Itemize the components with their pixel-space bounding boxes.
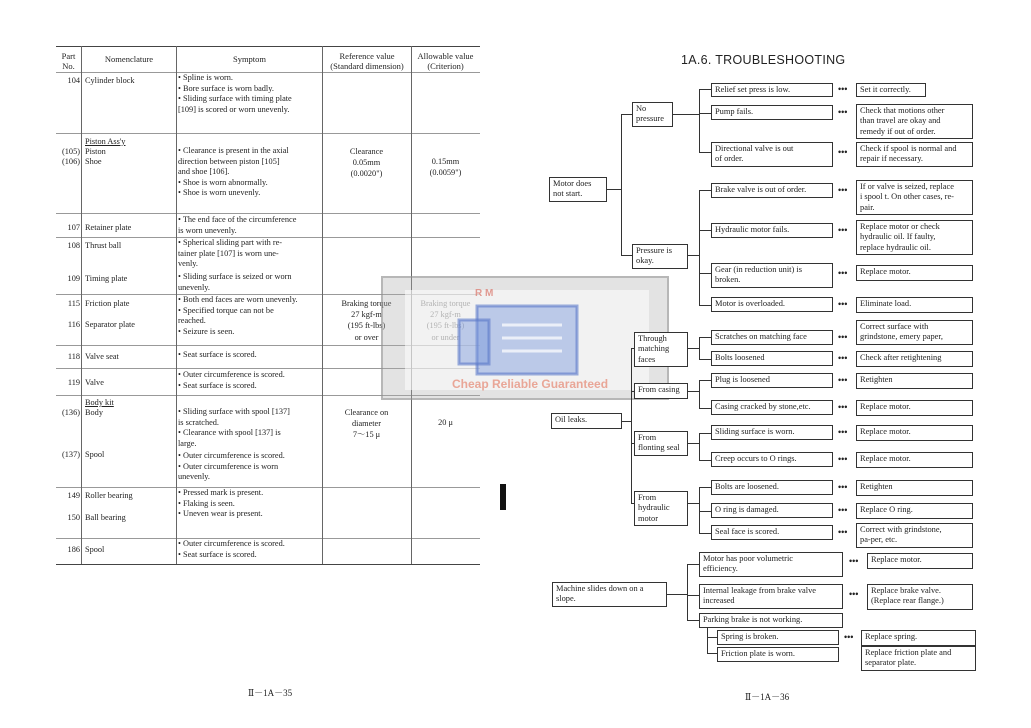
source-matching-faces: Through matching faces <box>634 332 688 367</box>
group-label: Body kit <box>85 398 114 407</box>
page-number-left: Ⅱ－1A－35 <box>248 688 293 698</box>
part-name: Friction plate <box>85 299 130 308</box>
symptom: • Outer circumference is scored. • Outer circumference is worn unevenly. <box>178 451 285 482</box>
dots: ••• <box>838 375 848 385</box>
dots: ••• <box>838 353 848 363</box>
dots: ••• <box>838 147 848 157</box>
remedy-set-correctly: Set it correctly. <box>856 83 926 97</box>
dots: ••• <box>838 332 848 342</box>
source-floating-seal: From flonting seal <box>634 431 688 456</box>
remedy-retighten: Retighten <box>856 480 973 496</box>
part-no: (105) <box>62 147 80 156</box>
remedy-eliminate-load: Eliminate load. <box>856 297 973 313</box>
cause-sliding-worn: Sliding surface is worn. <box>711 425 833 440</box>
header-nomenclature: Nomenclature <box>104 54 154 64</box>
part-name: Spool <box>85 545 105 554</box>
symptom: • Seat surface is scored. <box>178 350 257 359</box>
dots: ••• <box>838 225 848 235</box>
group-label: Piston Ass'y <box>85 137 126 146</box>
dots: ••• <box>838 482 848 492</box>
watermark-icon <box>447 300 607 380</box>
dots: ••• <box>838 107 848 117</box>
dots: ••• <box>838 185 848 195</box>
fault-machine-slides: Machine slides down on a slope. <box>552 582 667 607</box>
remedy-replace-motor: Replace motor. <box>856 265 973 281</box>
symptom: • Sliding surface with spool [137] is scratched. • Clearance with spool [137] is large. <box>178 407 290 448</box>
remedy-if-valve: If or valve is seized, replace i spool t. On other cases, re- pair. <box>856 180 973 215</box>
symptom: • The end face of the circumference is worn unevenly. <box>178 215 297 235</box>
part-no: (136) <box>62 408 80 417</box>
symptom: • Outer circumference is scored. • Seat surface is scored. <box>178 539 285 559</box>
part-no: 115 <box>67 299 80 308</box>
part-no: 108 <box>67 241 80 250</box>
remedy-replace-motor: Replace motor. <box>867 553 973 569</box>
cause-brake-valve: Brake valve is out of order. <box>711 183 833 198</box>
part-no: 116 <box>67 320 80 329</box>
remedy-replace-friction: Replace friction plate and separator plate. <box>861 646 976 671</box>
cause-bolts-loosened: Bolts are loosened. <box>711 480 833 495</box>
dots: ••• <box>838 427 848 437</box>
symptom: • Spline is worn. • Bore surface is worn badly. • Sliding surface with timing plate [109] is scored or worn unevenly. <box>178 73 292 114</box>
remedy-check-spool: Check if spool is normal and repair if necessary. <box>856 142 973 167</box>
part-name: Shoe <box>85 157 102 166</box>
part-name: Retainer plate <box>85 223 132 232</box>
part-no: 119 <box>67 378 80 387</box>
page-title: 1A.6. TROUBLESHOOTING <box>681 53 846 67</box>
cause-parking-brake: Parking brake is not working. <box>699 613 843 628</box>
cause-spring-broken: Spring is broken. <box>717 630 839 645</box>
remedy-replace-motor: Replace motor. <box>856 425 973 441</box>
remedy-replace-spring: Replace spring. <box>861 630 976 646</box>
part-name: Cylinder block <box>85 76 135 85</box>
part-no: 104 <box>67 76 80 85</box>
watermark-text: Cheap Reliable Guaranteed <box>452 377 609 391</box>
cause-casing-cracked: Casing cracked by stone,etc. <box>711 400 833 415</box>
symptom: • Outer circumference is scored. • Seat surface is scored. <box>178 370 285 390</box>
part-no: 109 <box>67 274 80 283</box>
cause-gear: Gear (in reduction unit) is broken. <box>711 263 833 288</box>
cause-pump-fails: Pump fails. <box>711 105 833 120</box>
cause-pressure-ok: Pressure is okay. <box>632 244 688 269</box>
symptom: • Clearance is present in the axial direction between piston [105] and shoe [106]. • Shoe is worn abnormally. • Shoe is worn unevenly. <box>178 146 289 198</box>
symptom: • Spherical sliding part with re- tainer plate [107] is worn une- venly. <box>178 238 283 269</box>
dots: ••• <box>838 268 848 278</box>
cause-friction-worn: Friction plate is worn. <box>717 647 839 662</box>
dots: ••• <box>838 402 848 412</box>
part-no: 149 <box>67 491 80 500</box>
part-no: 118 <box>67 352 80 361</box>
part-name: Valve seat <box>85 352 119 361</box>
part-name: Thrust ball <box>85 241 122 250</box>
remedy-check-retighten: Check after retightening <box>856 351 973 367</box>
cause-o-ring: O ring is damaged. <box>711 503 833 518</box>
part-name: Spool <box>85 450 105 459</box>
reference-value: Braking torque 27 kgf-m (195 ft-lbs) or over <box>341 299 392 342</box>
cause-plug: Plug is loosened <box>711 373 833 388</box>
remedy-replace-motor-oil: Replace motor or check hydraulic oil. If faulty, replace hydraulic oil. <box>856 220 973 255</box>
source-hyd-motor: From hydraulic motor <box>634 491 688 526</box>
part-no: 150 <box>67 513 80 522</box>
cause-scratches: Scratches on matching face <box>711 330 833 345</box>
cause-creep: Creep occurs to O rings. <box>711 452 833 467</box>
part-no: (137) <box>62 450 80 459</box>
source-casing: From casing <box>634 383 688 399</box>
part-no: 186 <box>67 545 80 554</box>
watermark-logo: R M <box>475 288 494 299</box>
fault-motor-not-start: Motor does not start. <box>549 177 607 202</box>
remedy-replace-o-ring: Replace O ring. <box>856 503 973 519</box>
remedy-replace-motor: Replace motor. <box>856 452 973 468</box>
symptom: • Pressed mark is present. • Flaking is seen. • Uneven wear is present. <box>178 488 264 519</box>
part-no: 107 <box>67 223 80 232</box>
page-number-right: Ⅱ－1A－36 <box>745 692 790 702</box>
cause-hyd-motor: Hydraulic motor fails. <box>711 223 833 238</box>
cause-internal-leakage: Internal leakage from brake valve increased <box>699 584 843 609</box>
remedy-check-motions: Check that motions other than travel are okay and remedy if out of order. <box>856 104 973 139</box>
reference-value: Clearance 0.05mm (0.0020") <box>349 147 384 179</box>
cause-directional: Directional valve is out of order. <box>711 142 833 167</box>
cause-relief: Relief set press is low. <box>711 83 833 97</box>
dots: ••• <box>838 84 848 94</box>
dots: ••• <box>838 505 848 515</box>
dots: ••• <box>849 589 859 599</box>
part-name: Valve <box>85 378 104 387</box>
cause-poor-volumetric: Motor has poor volumetric efficiency. <box>699 552 843 577</box>
cause-overloaded: Motor is overloaded. <box>711 297 833 312</box>
part-name: Separator plate <box>85 320 135 329</box>
header-allowable: Allowable value (Criterion) <box>417 51 474 71</box>
dots: ••• <box>838 454 848 464</box>
remedy-correct-surface: Correct surface with grindstone, emery paper, <box>856 320 973 345</box>
part-name: Body <box>85 408 103 417</box>
cause-seal-face: Seal face is scored. <box>711 525 833 540</box>
part-name: Roller bearing <box>85 491 133 500</box>
reference-value: Clearance on diameter 7～15 μ <box>344 408 389 440</box>
dots: ••• <box>849 556 859 566</box>
header-reference: Reference value (Standard dimension) <box>330 51 404 71</box>
cause-bolts-loosened: Bolts loosened <box>711 351 833 366</box>
cause-no-pressure: No pressure <box>632 102 673 127</box>
allowable-value: 20 μ <box>438 418 453 427</box>
dots: ••• <box>838 527 848 537</box>
part-name: Piston <box>85 147 106 156</box>
dots: ••• <box>844 632 854 642</box>
remedy-retighten: Retighten <box>856 373 973 389</box>
dots: ••• <box>838 299 848 309</box>
part-name: Ball bearing <box>85 513 126 522</box>
symptom: • Both end faces are worn unevenly. • Specified torque can not be reached. • Seizure is seen. <box>178 295 298 336</box>
fault-oil-leaks: Oil leaks. <box>551 413 622 429</box>
remedy-replace-motor: Replace motor. <box>856 400 973 416</box>
part-name: Timing plate <box>85 274 128 283</box>
allowable-value: 0.15mm (0.0059") <box>429 157 462 178</box>
remedy-replace-brake-valve: Replace brake valve. (Replace rear flange.) <box>867 584 973 610</box>
header-symptom: Symptom <box>232 54 267 64</box>
binding-mark <box>500 484 506 510</box>
remedy-correct-grind: Correct with grindstone, pa-per, etc. <box>856 523 973 548</box>
part-no: (106) <box>62 157 80 166</box>
header-part-no: Part No. <box>61 51 76 71</box>
symptom: • Sliding surface is seized or worn unevenly. <box>178 272 292 292</box>
